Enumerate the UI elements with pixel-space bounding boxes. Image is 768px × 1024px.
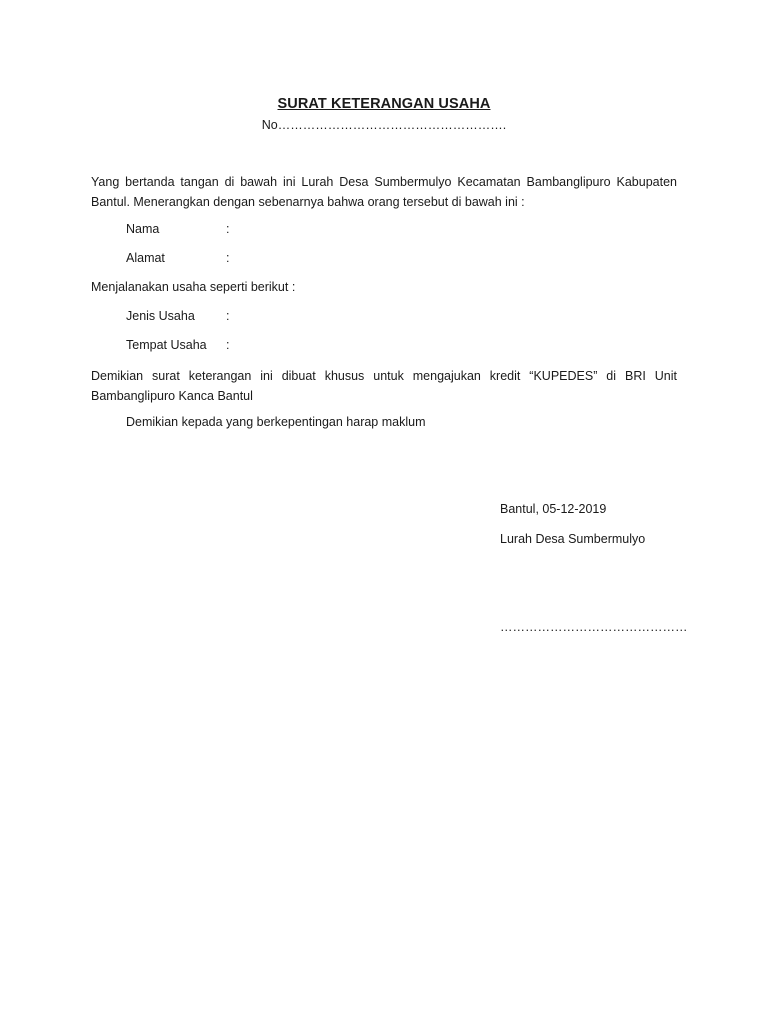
field-colon-tempat-usaha: : [226,338,230,352]
business-intro: Menjalanakan usaha seperti berikut : [91,280,296,294]
field-label-alamat: Alamat [126,251,165,265]
field-label-jenis-usaha: Jenis Usaha [126,309,195,323]
field-colon-jenis-usaha: : [226,309,230,323]
opening-paragraph: Yang bertanda tangan di bawah ini Lurah Desa Sumbermulyo Kecamatan Bambanglipuro Kabupaten Bantul. Menerangkan dengan sebenarnya bahwa orang tersebut di bawah ini : [91,175,677,209]
closing-line: Demikian kepada yang berkepentingan harap maklum [126,415,426,429]
signature-place-date: Bantul, 05-12-2019 [500,502,607,516]
field-colon-nama: : [226,222,230,236]
field-label-nama: Nama [126,222,160,236]
field-colon-alamat: : [226,251,230,265]
signature-name-placeholder: ……………………………………… [500,620,688,634]
document-title: SURAT KETERANGAN USAHA [277,96,491,112]
purpose-paragraph: Demikian surat keterangan ini dibuat khusus untuk mengajukan kredit “KUPEDES” di BRI Unit Bambanglipuro Kanca Bantul [91,369,677,403]
field-label-tempat-usaha: Tempat Usaha [126,338,207,352]
document-number-line: No………………………………………………. [261,118,507,132]
signature-position: Lurah Desa Sumbermulyo [500,532,646,546]
